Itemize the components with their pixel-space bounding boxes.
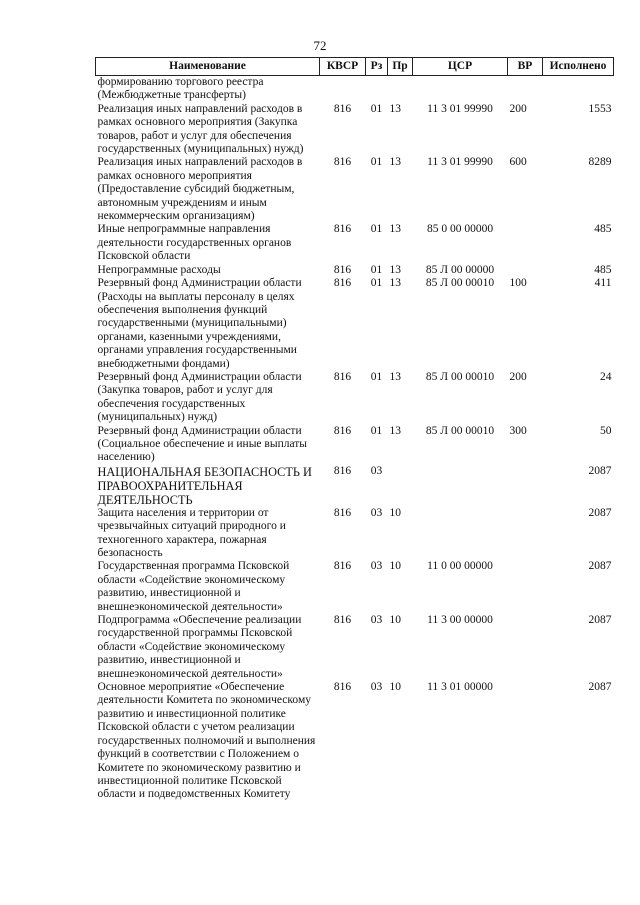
cell-pr: 10 xyxy=(389,681,401,694)
cell-vr: 200 xyxy=(509,102,527,115)
cell-kvsr: 816 xyxy=(333,560,352,573)
cell-executed: 2087 xyxy=(588,560,612,573)
table-row xyxy=(96,156,614,223)
cell-csr: 85 Л 00 00010 xyxy=(425,277,495,290)
cell-executed: 2087 xyxy=(588,681,612,694)
cell-vr xyxy=(508,465,543,507)
table-row xyxy=(96,614,614,681)
header-csr: ЦСР xyxy=(413,58,508,76)
table-row xyxy=(96,560,614,614)
cell-rz: 01 xyxy=(370,424,383,437)
cell-csr xyxy=(413,507,508,561)
cell-csr: 11 3 00 00000 xyxy=(427,614,493,627)
cell-name: Основное мероприятие «Обеспечение деятельности Комитета по экономическому развитию и инвестиционной политике Псковской области с учетом реализации государственных полномочий и выполнения функций в соответствии с Положением о Комитете по экономическому развитию и инвестиционной политике Псковской области и подведомственных Комитету xyxy=(97,681,316,801)
cell-kvsr: 816 xyxy=(333,506,352,519)
cell-name: Защита населения и территории от чрезвычайных ситуаций природного и техногенного характера, пожарная безопасность xyxy=(97,506,286,559)
table-row xyxy=(96,223,614,263)
cell-csr: 85 Л 00 00010 xyxy=(425,370,495,383)
cell-csr: 11 0 00 00000 xyxy=(427,560,493,573)
cell-vr xyxy=(508,223,543,263)
cell-vr xyxy=(508,560,543,614)
table-header xyxy=(96,58,614,76)
cell-name: НАЦИОНАЛЬНАЯ БЕЗОПАСНОСТЬ И ПРАВООХРАНИТЕЛЬНАЯ ДЕЯТЕЛЬНОСТЬ xyxy=(97,464,312,507)
cell-kvsr: 816 xyxy=(333,223,352,236)
cell-pr: 13 xyxy=(389,223,401,236)
cell-name: Иные непрограммные направления деятельности государственных органов Псковской области xyxy=(97,223,292,263)
cell-rz: 03 xyxy=(370,506,383,519)
page-number: 72 xyxy=(313,38,327,53)
table-row xyxy=(96,76,614,103)
cell-rz: 03 xyxy=(370,464,383,477)
cell-kvsr: 816 xyxy=(333,370,352,383)
cell-csr: 85 0 00 00000 xyxy=(426,223,494,236)
cell-rz: 03 xyxy=(370,681,383,694)
cell-pr: 10 xyxy=(389,506,401,519)
table-row xyxy=(96,681,614,802)
cell-vr xyxy=(508,76,543,103)
cell-name: Непрограммные расходы xyxy=(97,263,221,276)
header-rz: Рз xyxy=(366,58,388,76)
cell-kvsr: 816 xyxy=(333,102,352,115)
cell-pr: 10 xyxy=(389,560,401,573)
cell-pr: 13 xyxy=(389,424,401,437)
table-row xyxy=(96,264,614,277)
cell-csr: 11 3 01 00000 xyxy=(427,681,493,694)
cell-vr: 200 xyxy=(509,370,527,383)
header-kvsr: КВСР xyxy=(320,58,366,76)
cell-vr: 300 xyxy=(509,424,527,437)
table-body xyxy=(96,76,614,802)
cell-kvsr: 816 xyxy=(333,681,352,694)
table-row xyxy=(96,277,614,371)
cell-rz: 01 xyxy=(370,223,383,236)
cell-pr: 10 xyxy=(389,614,401,627)
table-row xyxy=(96,425,614,465)
cell-csr xyxy=(413,76,508,103)
cell-kvsr: 816 xyxy=(333,464,352,477)
cell-name: Резервный фонд Администрации области (Расходы на выплаты персоналу в целях обеспечения выполнения функций государственными (муниципальными) органами, казенными учреждениями, органами управления государственными внебюджетными фондами) xyxy=(97,277,302,370)
cell-csr: 11 3 01 99990 xyxy=(427,102,493,115)
cell-executed: 2087 xyxy=(588,464,612,477)
cell-rz xyxy=(366,76,388,103)
cell-rz: 01 xyxy=(370,156,383,169)
cell-kvsr: 816 xyxy=(333,277,352,290)
cell-vr xyxy=(508,614,543,681)
cell-executed: 1553 xyxy=(588,102,612,115)
cell-csr: 11 3 01 99990 xyxy=(427,156,493,169)
cell-executed: 485 xyxy=(594,263,612,276)
cell-vr xyxy=(508,264,543,277)
cell-kvsr: 816 xyxy=(333,614,352,627)
cell-executed: 50 xyxy=(600,424,612,437)
cell-rz: 01 xyxy=(370,102,383,115)
cell-executed: 485 xyxy=(594,223,612,236)
table-row xyxy=(96,507,614,561)
header-vr: ВР xyxy=(508,58,543,76)
cell-csr: 85 Л 00 00000 xyxy=(425,263,495,276)
cell-pr: 13 xyxy=(389,102,401,115)
budget-table xyxy=(95,57,614,802)
cell-name: Резервный фонд Администрации области (Закупка товаров, работ и услуг для обеспечения государственных (муниципальных) нужд) xyxy=(97,370,302,424)
cell-executed: 2087 xyxy=(588,614,612,627)
cell-csr xyxy=(413,465,508,507)
cell-name: Реализация иных направлений расходов в рамках основного мероприятия (Предоставление субсидий бюджетным, автономным учреждениям и иным некоммерческим организациям) xyxy=(97,156,303,223)
table-row xyxy=(96,103,614,157)
cell-name: формированию торгового реестра (Межбюджетные трансферты) xyxy=(97,76,264,102)
cell-pr: 13 xyxy=(389,263,401,276)
cell-executed: 8289 xyxy=(588,156,612,169)
cell-kvsr: 816 xyxy=(333,263,352,276)
cell-pr: 13 xyxy=(389,370,401,383)
cell-rz: 03 xyxy=(370,614,383,627)
header-name: Наименование xyxy=(96,58,320,76)
table-row xyxy=(96,371,614,425)
table-row xyxy=(96,465,614,507)
header-executed: Исполнено xyxy=(543,58,614,76)
cell-vr: 600 xyxy=(509,156,527,169)
cell-pr: 13 xyxy=(389,277,401,290)
cell-rz: 03 xyxy=(370,560,383,573)
cell-pr xyxy=(388,465,413,507)
cell-vr: 100 xyxy=(509,277,527,290)
cell-rz: 01 xyxy=(370,277,383,290)
cell-vr xyxy=(508,681,543,802)
cell-pr xyxy=(388,76,413,103)
cell-pr: 13 xyxy=(389,156,401,169)
cell-name: Государственная программа Псковской области «Содействие экономическому развитию, инвестиционной и внешнеэкономической деятельности» xyxy=(97,560,290,613)
cell-kvsr xyxy=(320,76,366,103)
cell-executed: 24 xyxy=(600,370,612,383)
cell-executed: 411 xyxy=(594,277,612,290)
cell-csr: 85 Л 00 00010 xyxy=(425,424,495,437)
cell-kvsr: 816 xyxy=(333,156,352,169)
cell-name: Реализация иных направлений расходов в рамках основного мероприятия (Закупка товаров, работ и услуг для обеспечения государственных (муниципальных) нужд) xyxy=(97,102,304,156)
cell-name: Подпрограмма «Обеспечение реализации государственной программы Псковской области «Содействие экономическому развитию, инвестиционной и внешнеэкономической деятельности» xyxy=(97,614,302,680)
header-pr: Пр xyxy=(388,58,413,76)
cell-kvsr: 816 xyxy=(333,424,352,437)
cell-executed: 2087 xyxy=(588,506,612,519)
cell-rz: 01 xyxy=(370,370,383,383)
cell-rz: 01 xyxy=(370,263,383,276)
cell-vr xyxy=(508,507,543,561)
cell-executed xyxy=(543,76,614,103)
cell-name: Резервный фонд Администрации области (Социальное обеспечение и иные выплаты населению) xyxy=(97,424,308,464)
